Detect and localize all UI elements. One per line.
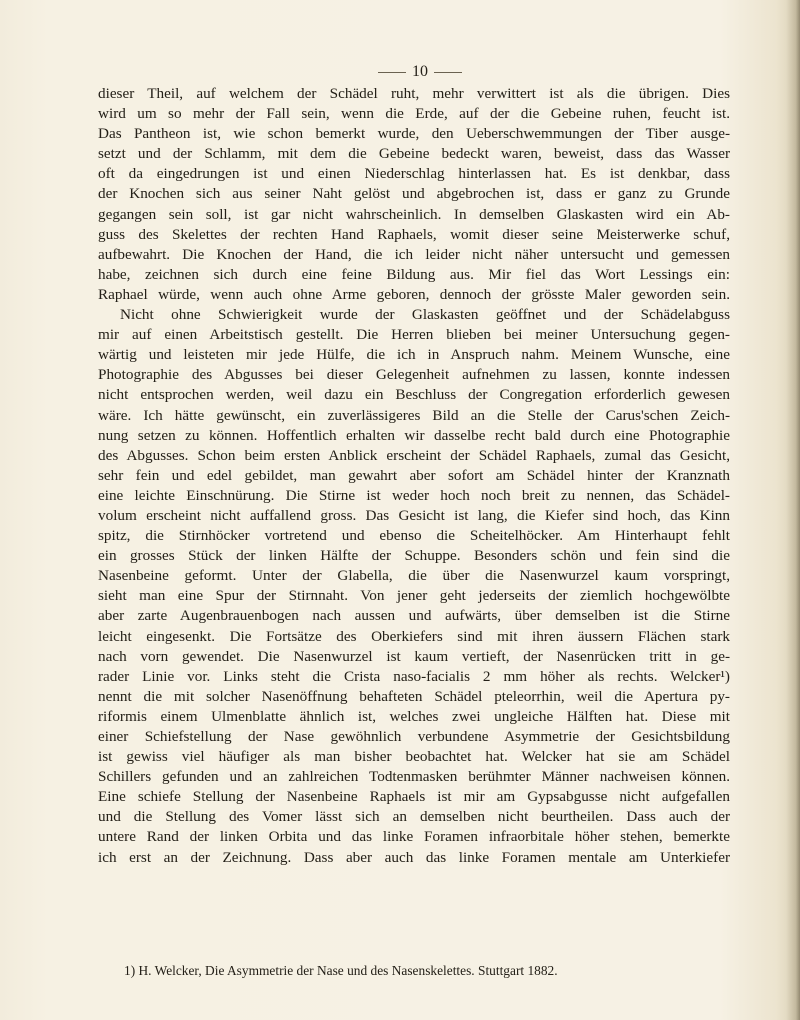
text-line: aufbewahrt. Die Knochen der Hand, die ich leider nicht näher untersucht und gemessen [98,245,730,263]
text-line: riformis einem Ulmenblatte ähnlich ist, welches zwei ungleiche Hälften hat. Diese mit [98,707,730,725]
text-line: Photographie des Abgusses bei dieser Gelegenheit aufnehmen zu lassen, konnte indessen [98,366,730,384]
text-line: gegangen sein soll, ist gar nicht wahrscheinlich. In demselben Glaskasten wird ein Ab- [98,205,730,223]
text-line: Das Pantheon ist, wie schon bemerkt wurde, den Ueberschwemmungen der Tiber ausge- [98,125,730,143]
text-line: nennt die mit solcher Nasenöffnung behafteten Schädel pteleorrhin, weil die Apertura py- [98,687,730,705]
header-dash-right [434,72,462,73]
text-line: ein grosses Stück der linken Hälfte der Schuppe. Besonders schön und fein sind die [98,547,730,565]
text-line: leicht eingesenkt. Die Fortsätze des Oberkiefers sind mit ihren äussern Flächen stark [98,627,730,645]
text-line: nung setzen zu können. Hoffentlich erhalten wir dasselbe recht bald durch eine Photographie [98,426,730,444]
text-line: spitz, die Stirnhöcker vortretend und ebenso die Scheitelhöcker. Am Hinterhaupt fehlt [98,527,730,545]
text-line: sieht man eine Spur der Stirnnaht. Von jener geht jederseits der ziemlich hochgewölbte [98,587,730,605]
page-edge-shadow [786,0,800,1020]
text-line: untere Rand der linken Orbita und das linke Foramen infraorbitale höher stehen, bemerkte [98,828,730,846]
text-line: Nicht ohne Schwierigkeit wurde der Glaskasten geöffnet und der Schädelabguss [120,306,730,324]
text-line: wird um so mehr der Fall sein, wenn die Erde, auf der die Gebeine ruhen, feucht ist. [98,105,730,123]
page-header [360,62,480,82]
text-line: einer Schiefstellung der Nase gewöhnlich verbundene Asymmetrie der Gesichtsbildung [98,728,730,745]
footnote: 1) H. Welcker, Die Asymmetrie der Nase und des Nasenskelettes. Stuttgart 1882. [124,963,558,978]
text-line: sehr fein und edel gebildet, man gewahrt aber sofort am Schädel hinter der Kranznath [98,466,730,484]
text-line: mir auf einen Arbeitstisch gestellt. Die Herren blieben bei meiner Untersuchung gegen- [98,326,730,344]
text-line: rader Linie vor. Links steht die Crista naso-facialis 2 mm höher als rechts. Welcker¹) [98,667,730,685]
body-text [98,84,730,868]
text-line: der Knochen sich aus seiner Naht gelöst und abgebrochen ist, dass er ganz zu Grunde [98,185,730,203]
text-line: nach vorn gewendet. Die Nasenwurzel ist kaum vertieft, der Nasenrücken tritt in ge- [98,647,730,665]
text-line: habe, zeichnen sich durch eine feine Bildung aus. Mir fiel das Wort Lessings ein: [98,265,730,283]
text-line: des Abgusses. Schon beim ersten Anblick erscheint der Schädel Raphaels, zumal das Gesicht, [98,446,730,464]
text-line: guss des Skelettes der rechten Hand Raphaels, womit dieser seine Meisterwerke schuf, [98,225,730,243]
text-line: wäre. Ich hätte gewünscht, ein zuverlässigeres Bild an die Stelle der Carus'schen Zeich- [98,406,730,424]
text-line: oft da eingedrungen ist und einen Niederschlag hinterlassen hat. Es ist denkbar, dass [98,165,730,183]
text-line: nicht entsprochen werden, weil dazu ein Beschluss der Congregation erforderlich gewesen [98,386,730,404]
header-dash-left [378,72,406,73]
text-line: setzt und der Schlamm, mit dem die Gebeine bedeckt waren, beweist, dass das Wasser [98,145,730,163]
text-line: wärtig und leisteten mir jede Hülfe, die ich in Anspruch nahm. Meinem Wunsche, eine [98,346,730,364]
text-line: volum erscheint nicht auffallend gross. Das Gesicht ist lang, die Kiefer sind hoch, das Kinn [98,506,730,524]
text-line: aber zarte Augenbrauenbogen nach aussen und aufwärts, über demselben ist die Stirne [98,607,730,625]
text-line: ich erst an der Zeichnung. Dass aber auch das linke Foramen mentale am Unterkiefer [98,848,730,866]
page-number: 10 [412,63,428,80]
text-line: Eine schiefe Stellung der Nasenbeine Raphaels ist mir am Gypsabgusse nicht aufgefallen [98,788,730,806]
text-line: ist gewiss viel häufiger als man bisher beobachtet hat. Welcker hat sie am Schädel [98,748,730,766]
text-line: Schillers gefunden und an zahlreichen Todtenmasken berühmter Männer nachweisen können. [98,768,730,786]
text-line: Nasenbeine geformt. Unter der Glabella, die über die Nasenwurzel kaum vorspringt, [98,567,730,585]
text-line: dieser Theil, auf welchem der Schädel ruht, mehr verwittert ist als die übrigen. Dies [98,85,730,102]
text-line: eine leichte Einschnürung. Die Stirne ist weder hoch noch breit zu nennen, das Schädel- [98,486,730,504]
text-line: Raphael würde, wenn auch ohne Arme geboren, dennoch der grösste Maler geworden sein. [98,285,730,303]
text-line: und die Stellung des Vomer lässt sich an demselben nicht beurtheilen. Dass auch der [98,808,730,826]
